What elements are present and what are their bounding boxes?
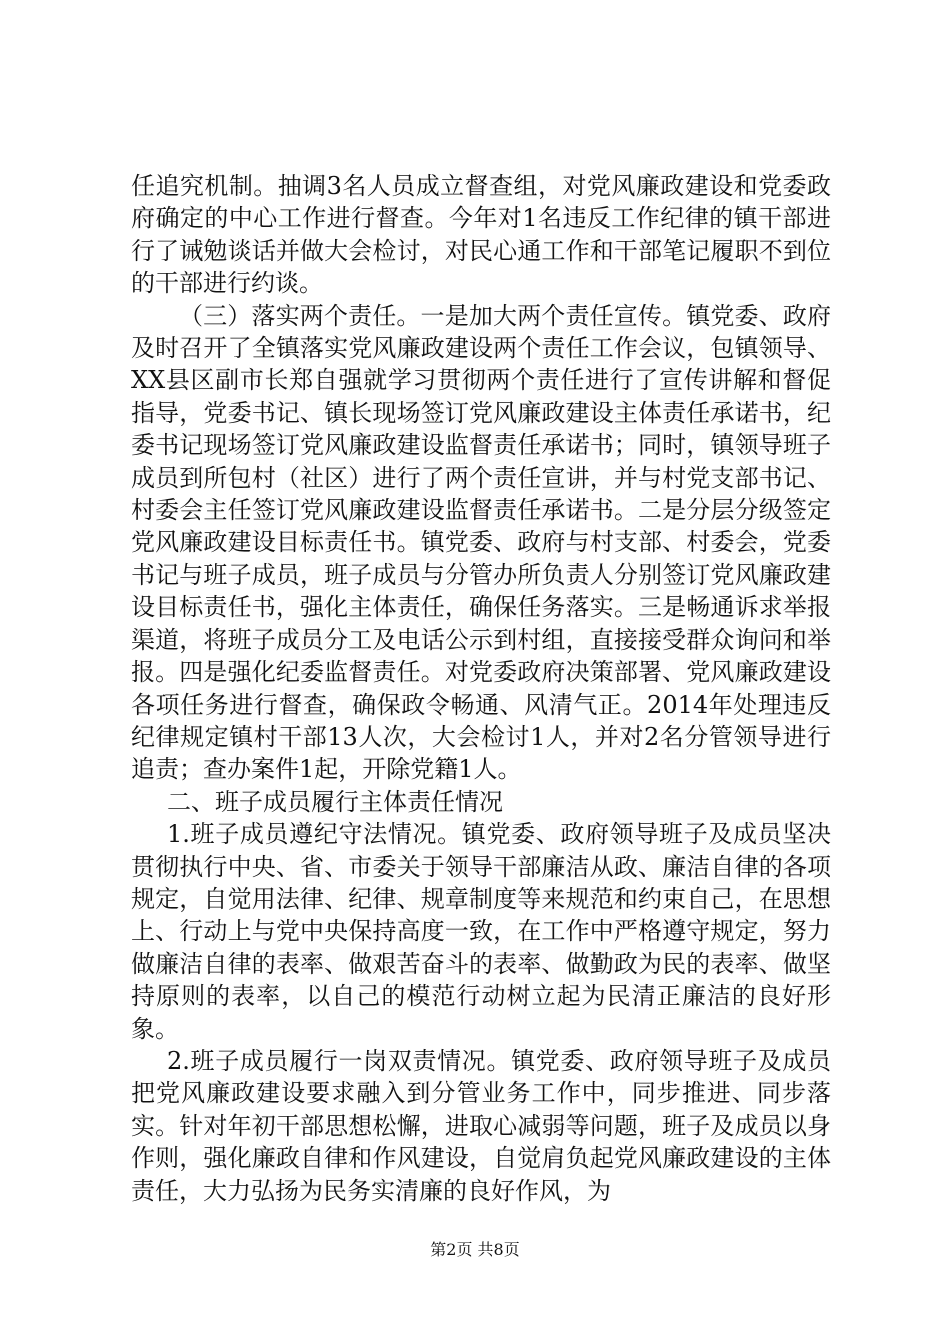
paragraph-item-two: 2.班子成员履行一岗双责情况。镇党委、政府领导班子及成员把党风廉政建设要求融入到分管业务工作中，同步推进、同步落实。针对年初干部思想松懈，进取心减弱等问题，班子及成员以身作则，强化廉政自律和作风建设，自觉肩负起党风廉政建设的主体责任，大力弘扬为民务实清廉的良好作风，为	[131, 1046, 831, 1205]
document-body	[131, 170, 831, 1207]
paragraph-section-three: （三）落实两个责任。一是加大两个责任宣传。镇党委、政府及时召开了全镇落实党风廉政建设两个责任工作会议，包镇领导、XX县区副市长郑自强就学习贯彻两个责任进行了宣传讲解和督促指导，党委书记、镇长现场签订党风廉政建设主体责任承诺书，纪委书记现场签订党风廉政建设监督责任承诺书；同时，镇领导班子成员到所包村（社区）进行了两个责任宣讲，并与村党支部书记、村委会主任签订党风廉政建设监督责任承诺书。二是分层分级签定党风廉政建设目标责任书。镇党委、政府与村支部、村委会，党委书记与班子成员，班子成员与分管办所负责人分别签订党风廉政建设目标责任书，强化主体责任，确保任务落实。三是畅通诉求举报渠道，将班子成员分工及电话公示到村组，直接接受群众询问和举报。四是强化纪委监督责任。对党委政府决策部署、党风廉政建设各项任务进行督查，确保政令畅通、风清气正。2014年处理违反纪律规定镇村干部13人次，大会检讨1人，并对2名分管领导进行追责；查办案件1起，开除党籍1人。	[131, 301, 831, 784]
paragraph-item-one: 1.班子成员遵纪守法情况。镇党委、政府领导班子及成员坚决贯彻执行中央、省、市委关于领导干部廉洁从政、廉洁自律的各项规定，自觉用法律、纪律、规章制度等来规范和约束自己，在思想上、行动上与党中央保持高度一致，在工作中严格遵守规定，努力做廉洁自律的表率、做艰苦奋斗的表率、做勤政为民的表率、做坚持原则的表率，以自己的模范行动树立起为民清正廉洁的良好形象。	[131, 820, 831, 1043]
paragraph-continuation: 任追究机制。抽调3名人员成立督查组，对党风廉政建设和党委政府确定的中心工作进行督查。今年对1名违反工作纪律的镇干部进行了诫勉谈话并做大会检讨，对民心通工作和干部笔记履职不到位的干部进行约谈。	[131, 172, 831, 298]
section-heading-two: 二、班子成员履行主体责任情况	[167, 787, 503, 816]
page-number-footer: 第2页 共8页	[430, 1240, 520, 1259]
